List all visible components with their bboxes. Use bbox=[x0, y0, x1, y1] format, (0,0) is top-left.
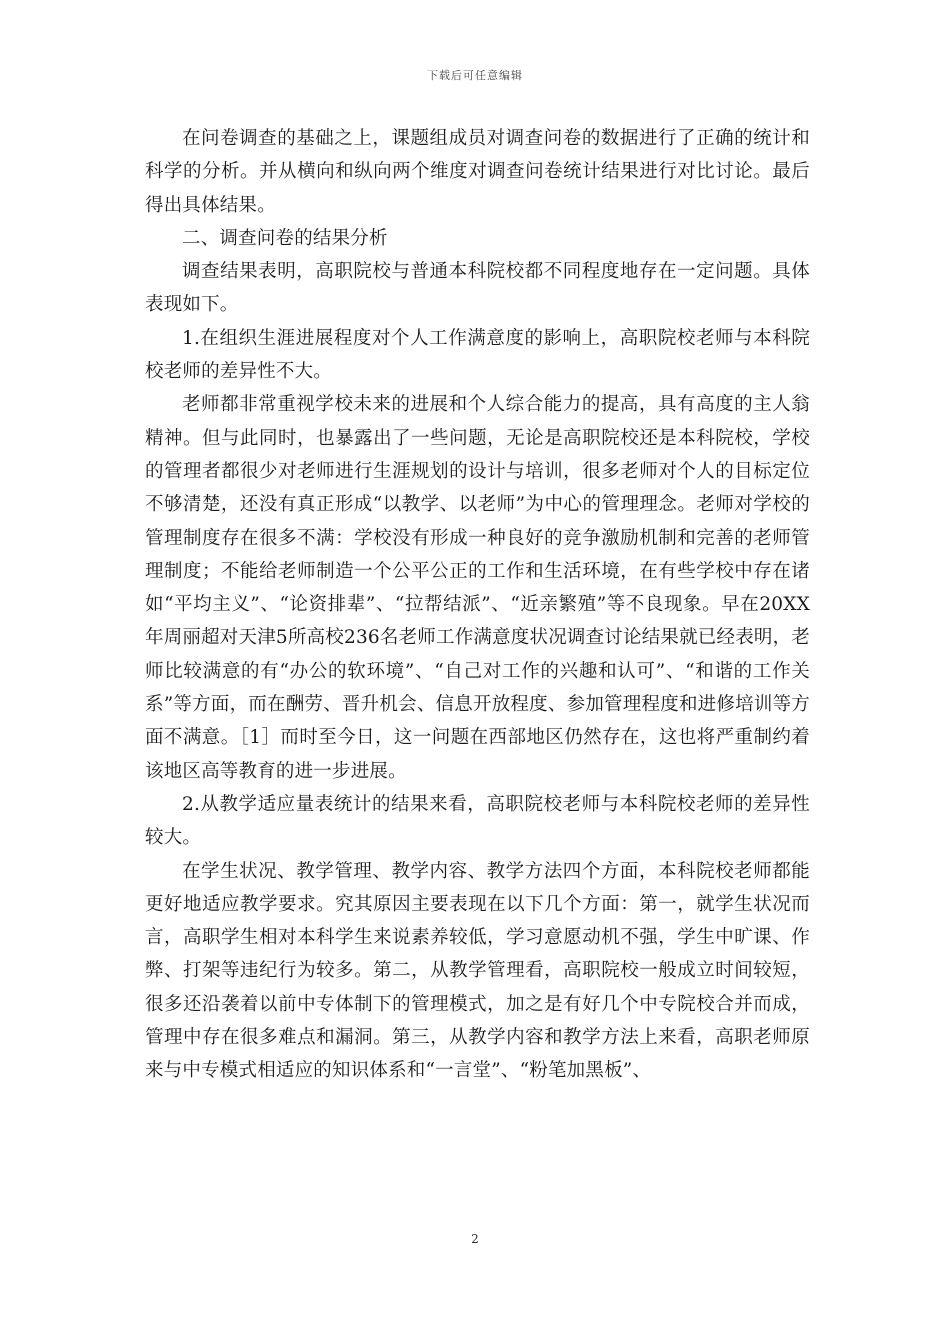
page-header: 下载后可任意编辑 bbox=[427, 69, 523, 82]
page-number: 2 bbox=[471, 1232, 479, 1246]
body-text bbox=[145, 122, 810, 1088]
paragraph: 老师都非常重视学校未来的进展和个人综合能力的提高，具有高度的主人翁精神。但与此同时，也暴露出了一些问题，无论是高职院校还是本科院校，学校的管理者都很少对老师进行生涯规划的设计与培训，很多老师对个人的目标定位不够清楚，还没有真正形成“以教学、以老师”为中心的管理理念。老师对学校的管理制度存在很多不满：学校没有形成一种良好的竞争激励机制和完善的老师管理制度；不能给老师制造一个公平公正的工作和生活环境，在有些学校中存在诸如“平均主义”、“论资排辈”、“拉帮结派”、“近亲繁殖”等不良现象。早在20XX年周丽超对天津5所高校236名老师工作满意度状况调查讨论结果就已经表明，老师比较满意的有“办公的软环境”、“自己对工作的兴趣和认可”、“和谐的工作关系”等方面，而在酬劳、晋升机会、信息开放程度、参加管理程度和进修培训等方面不满意。［1］而时至今日，这一问题在西部地区仍然存在，这也将严重制约着该地区高等教育的进一步进展。 bbox=[145, 394, 810, 782]
paragraph: 在问卷调查的基础之上，课题组成员对调查问卷的数据进行了正确的统计和科学的分析。并从横向和纵向两个维度对调查问卷统计结果进行对比讨论。最后得出具体结果。 bbox=[145, 128, 810, 216]
numbered-point: 1.在组织生涯进展程度对个人工作满意度的影响上，高职院校老师与本科院校老师的差异性不大。 bbox=[145, 327, 810, 383]
section-heading: 二、调查问卷的结果分析 bbox=[182, 227, 388, 249]
paragraph: 在学生状况、教学管理、教学内容、教学方法四个方面，本科院校老师都能更好地适应教学要求。究其原因主要表现在以下几个方面：第一，就学生状况而言，高职学生相对本科学生来说素养较低，学习意愿动机不强，学生中旷课、作弊、打架等违纪行为较多。第二，从教学管理看，高职院校一般成立时间较短，很多还沿袭着以前中专体制下的管理模式，加之是有好几个中专院校合并而成，管理中存在很多难点和漏洞。第三，从教学内容和教学方法上来看，高职老师原来与中专模式相适应的知识体系和“一言堂”、“粉笔加黑板”、 bbox=[145, 860, 810, 1082]
numbered-point: 2.从教学适应量表统计的结果来看，高职院校老师与本科院校老师的差异性较大。 bbox=[145, 793, 810, 849]
paragraph: 调查结果表明，高职院校与普通本科院校都不同程度地存在一定问题。具体表现如下。 bbox=[145, 261, 810, 316]
